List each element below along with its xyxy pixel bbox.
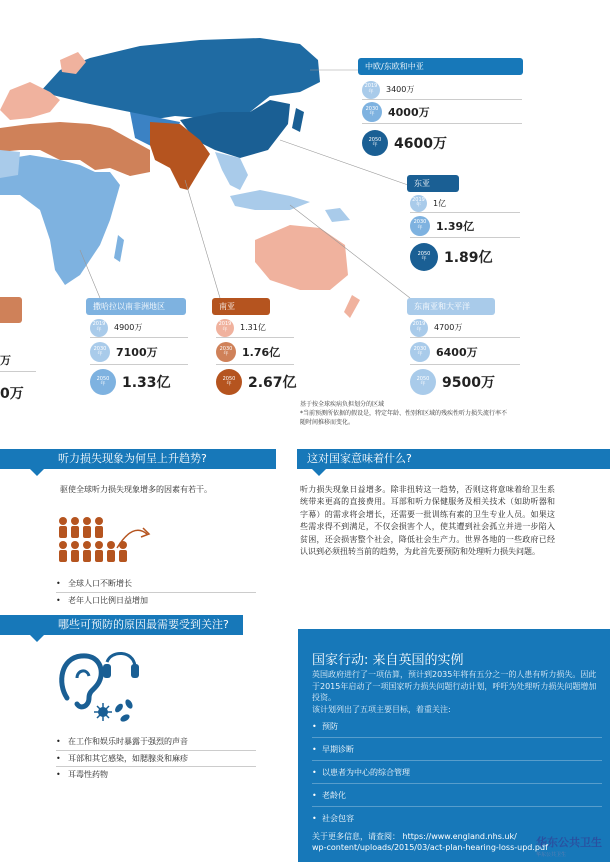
list-item: • 早期诊断 bbox=[312, 738, 602, 761]
region-row bbox=[362, 128, 522, 158]
map-australia bbox=[255, 225, 348, 290]
ear-hearing-icon bbox=[55, 648, 145, 728]
region-title-east-asia: 东亚 bbox=[407, 175, 459, 192]
list-item: • 在工作和娱乐时暴露于强烈的声音 bbox=[56, 736, 256, 751]
region-value: 1.89亿 bbox=[444, 250, 493, 266]
region-value: 1.31亿 bbox=[240, 323, 266, 332]
year-circle: 2030 年 bbox=[410, 342, 430, 362]
watermark: 华东公共卫生 bbox=[536, 836, 602, 849]
region-value: 4000万 bbox=[388, 106, 430, 119]
region-row bbox=[410, 194, 520, 213]
panel-goals-list bbox=[312, 715, 602, 830]
panel-body bbox=[312, 669, 602, 715]
region-value: 1.39亿 bbox=[436, 219, 475, 233]
year-circle: 2050 年 bbox=[90, 369, 116, 395]
region-row bbox=[216, 318, 294, 338]
region-value: 6400万 bbox=[436, 346, 478, 359]
region-row bbox=[0, 348, 36, 372]
region-value: 0万 bbox=[0, 386, 24, 402]
region-row bbox=[410, 367, 520, 397]
region-title-southeast-asia: 东南亚和大平洋 bbox=[407, 298, 495, 315]
region-row bbox=[216, 367, 297, 397]
more-info-label: 关于更多信息，请查阅： bbox=[312, 832, 400, 841]
year-circle: 2030 年 bbox=[90, 342, 110, 362]
region-value: 4600万 bbox=[394, 136, 447, 152]
year-circle: 2019 年 bbox=[410, 319, 428, 337]
population-growth-icon bbox=[55, 512, 155, 570]
section-pointer bbox=[312, 469, 326, 476]
region-value: 3400万 bbox=[386, 85, 415, 94]
panel-paragraph: 该计划列出了五项主要目标，着重关注: bbox=[312, 704, 451, 714]
panel-title: 国家行动: 来自英国的实例 bbox=[312, 653, 464, 668]
watermark-small: 华东公共卫生 bbox=[536, 852, 567, 858]
panel-more-info bbox=[312, 831, 548, 853]
year-circle: 2019 年 bbox=[362, 81, 380, 99]
region-row bbox=[216, 340, 294, 365]
section-pointer bbox=[30, 635, 44, 642]
why-intro: 驱使全球听力损失现象增多的因素有若干。 bbox=[60, 485, 212, 494]
region-value: 1.33亿 bbox=[122, 375, 171, 391]
region-row bbox=[90, 318, 188, 338]
region-value: 9500万 bbox=[442, 375, 495, 391]
region-value: 1.76亿 bbox=[242, 346, 281, 359]
region-title-left-cut bbox=[0, 297, 22, 323]
more-info-link[interactable]: wp-content/uploads/2015/03/act-plan-hearing-loss-upd.pdf bbox=[312, 843, 548, 853]
region-value: 1亿 bbox=[433, 198, 447, 208]
region-value: 4700万 bbox=[434, 323, 463, 332]
year-circle: 2050 年 bbox=[410, 369, 436, 395]
more-info-link[interactable]: https://www.england.nhs.uk/ bbox=[402, 832, 517, 841]
year-circle: 2030 年 bbox=[362, 102, 382, 122]
list-item: • 老年人口比例日益增加 bbox=[56, 595, 256, 607]
region-row bbox=[410, 318, 520, 338]
list-item: • 社会包容 bbox=[312, 807, 602, 830]
map-footnote-line: *当前预测所依据的假设是，特定年龄、性别和区域的残疾性听力损失流行率不 bbox=[300, 410, 508, 417]
section-title: 听力损失现象为何呈上升趋势? bbox=[58, 452, 207, 465]
list-item: • 全球人口不断增长 bbox=[56, 578, 256, 593]
region-value: 4900万 bbox=[114, 323, 143, 332]
region-row bbox=[362, 80, 522, 100]
region-value: 7100万 bbox=[116, 346, 158, 359]
region-value: 万 bbox=[0, 353, 11, 367]
list-item: • 预防 bbox=[312, 715, 602, 738]
list-item: • 耳部和其它感染，如腮腺炎和麻疹 bbox=[56, 753, 256, 768]
region-row bbox=[410, 241, 520, 273]
region-title-sub-saharan: 撒哈拉以南非洲地区 bbox=[86, 298, 186, 315]
preventable-bullets bbox=[56, 736, 256, 781]
region-title-central-europe: 中欧/东欧和中亚 bbox=[358, 58, 523, 75]
section-header-why bbox=[0, 449, 276, 469]
region-row bbox=[410, 214, 520, 238]
region-title-south-asia: 南亚 bbox=[212, 298, 270, 315]
section-pointer bbox=[30, 469, 44, 476]
map-footnote-line: 基于按全球疾病负担划分的区域 bbox=[300, 401, 385, 408]
why-bullets bbox=[56, 578, 256, 606]
list-item: • 老龄化 bbox=[312, 784, 602, 807]
year-circle: 2019 年 bbox=[410, 195, 427, 212]
list-item: • 耳毒性药物 bbox=[56, 769, 256, 781]
panel-paragraph: 英国政府进行了一项估算，预计到2035年将有五分之一的人患有听力损失。因此于2015年启动了一项国家听力损失问题行动计划，呼吁为处理听力损失问题增加投资。 bbox=[312, 670, 597, 703]
year-circle: 2019 年 bbox=[216, 319, 234, 337]
section-header-meaning bbox=[297, 449, 610, 469]
region-value: 2.67亿 bbox=[248, 375, 297, 391]
section-title: 哪些可预防的原因最需要受到关注? bbox=[58, 618, 229, 631]
year-circle: 2030 年 bbox=[216, 342, 236, 362]
section-header-preventable bbox=[0, 615, 243, 635]
year-circle: 2050 年 bbox=[362, 130, 388, 156]
year-circle: 2050 年 bbox=[216, 369, 242, 395]
region-row bbox=[90, 340, 188, 365]
year-circle: 2030 年 bbox=[410, 216, 430, 236]
section-title: 这对国家意味着什么? bbox=[307, 452, 412, 465]
region-row bbox=[90, 367, 188, 397]
year-circle: 2050 年 bbox=[410, 243, 438, 271]
list-item: • 以患者为中心的综合管理 bbox=[312, 761, 602, 784]
year-circle: 2019 年 bbox=[90, 319, 108, 337]
map-footnote bbox=[300, 400, 600, 427]
meaning-body: 听力损失现象日益增多。除非扭转这一趋势，否则这将意味着给卫生系统带来更高的直接费用。耳部和听力保健服务及相关技术（如助听器和字幕）的需求将会增长，还需要一批训练有素的卫生专业人员。如果这些需求得不到满足，不仅会损害个人，使其遭到社会孤立并进一步陷入贫困，还会损害整个社会，降低社会生产力。世界各地的一些政府已经认识到必须扭转当前的趋势，为此首先要预防和处理听力损失问题。 bbox=[300, 485, 555, 556]
region-row bbox=[362, 101, 522, 124]
national-action-panel bbox=[298, 629, 610, 862]
map-footnote-line: 随时间推移而变化。 bbox=[300, 419, 355, 426]
region-row bbox=[0, 378, 36, 408]
region-row bbox=[410, 340, 520, 365]
